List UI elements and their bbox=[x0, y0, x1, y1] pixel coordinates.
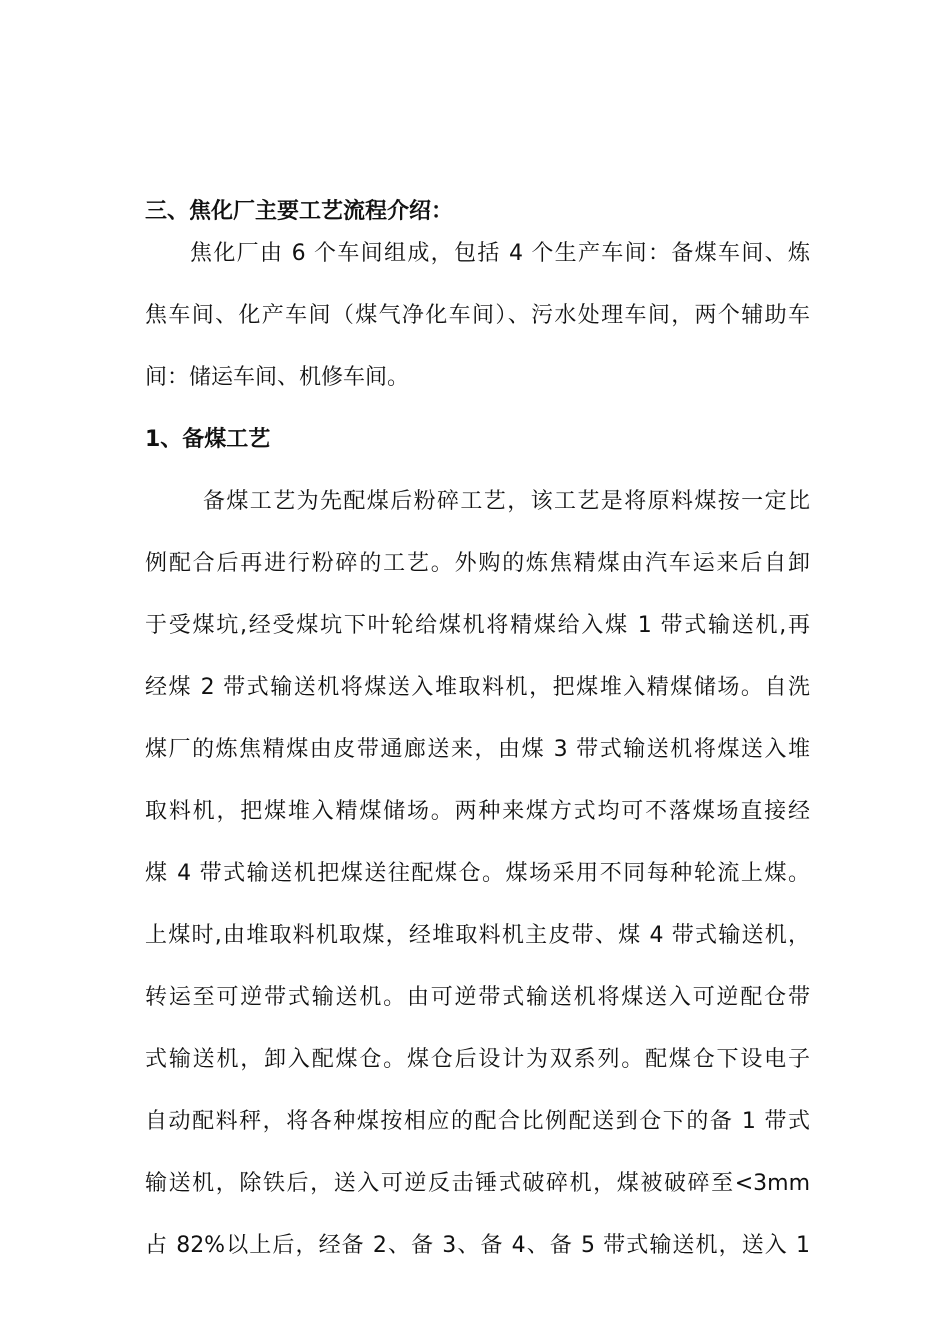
body-line-7: 煤 4 带式输送机把煤送往配煤仓。煤场采用不同每种轮流上煤。 bbox=[145, 861, 810, 886]
body-line-10: 式输送机，卸入配煤仓。煤仓后设计为双系列。配煤仓下设电子 bbox=[145, 1047, 810, 1072]
subsection-title: 1、备煤工艺 bbox=[145, 427, 271, 452]
body-line-9: 转运至可逆带式输送机。由可逆带式输送机将煤送入可逆配仓带 bbox=[145, 985, 810, 1010]
section-title: 三、焦化厂主要工艺流程介绍： bbox=[145, 199, 454, 224]
body-line-6: 取料机，把煤堆入精煤储场。两种来煤方式均可不落煤场直接经 bbox=[145, 799, 810, 824]
body-line-13: 占 82%以上后，经备 2、备 3、备 4、备 5 带式输送机，送入 1 bbox=[145, 1233, 810, 1258]
body-line-8: 上煤时,由堆取料机取煤，经堆取料机主皮带、煤 4 带式输送机， bbox=[145, 923, 810, 948]
body-line-5: 煤厂的炼焦精煤由皮带通廊送来，由煤 3 带式输送机将煤送入堆 bbox=[145, 737, 810, 762]
intro-line-2: 焦车间、化产车间（煤气净化车间）、污水处理车间，两个辅助车 bbox=[145, 303, 810, 328]
body-line-2: 例配合后再进行粉碎的工艺。外购的炼焦精煤由汽车运来后自卸 bbox=[145, 551, 810, 576]
body-line-12: 输送机，除铁后，送入可逆反击锤式破碎机，煤被破碎至<3mm bbox=[145, 1171, 810, 1196]
body-line-3: 于受煤坑,经受煤坑下叶轮给煤机将精煤给入煤 1 带式输送机,再 bbox=[145, 613, 810, 638]
body-line-1: 备煤工艺为先配煤后粉碎工艺，该工艺是将原料煤按一定比 bbox=[203, 489, 810, 514]
intro-line-1: 焦化厂由 6 个车间组成，包括 4 个生产车间：备煤车间、炼 bbox=[190, 241, 810, 266]
body-line-11: 自动配料秤，将各种煤按相应的配合比例配送到仓下的备 1 带式 bbox=[145, 1109, 810, 1134]
body-line-4: 经煤 2 带式输送机将煤送入堆取料机，把煤堆入精煤储场。自洗 bbox=[145, 675, 810, 700]
intro-line-3: 间：储运车间、机修车间。 bbox=[145, 365, 410, 390]
